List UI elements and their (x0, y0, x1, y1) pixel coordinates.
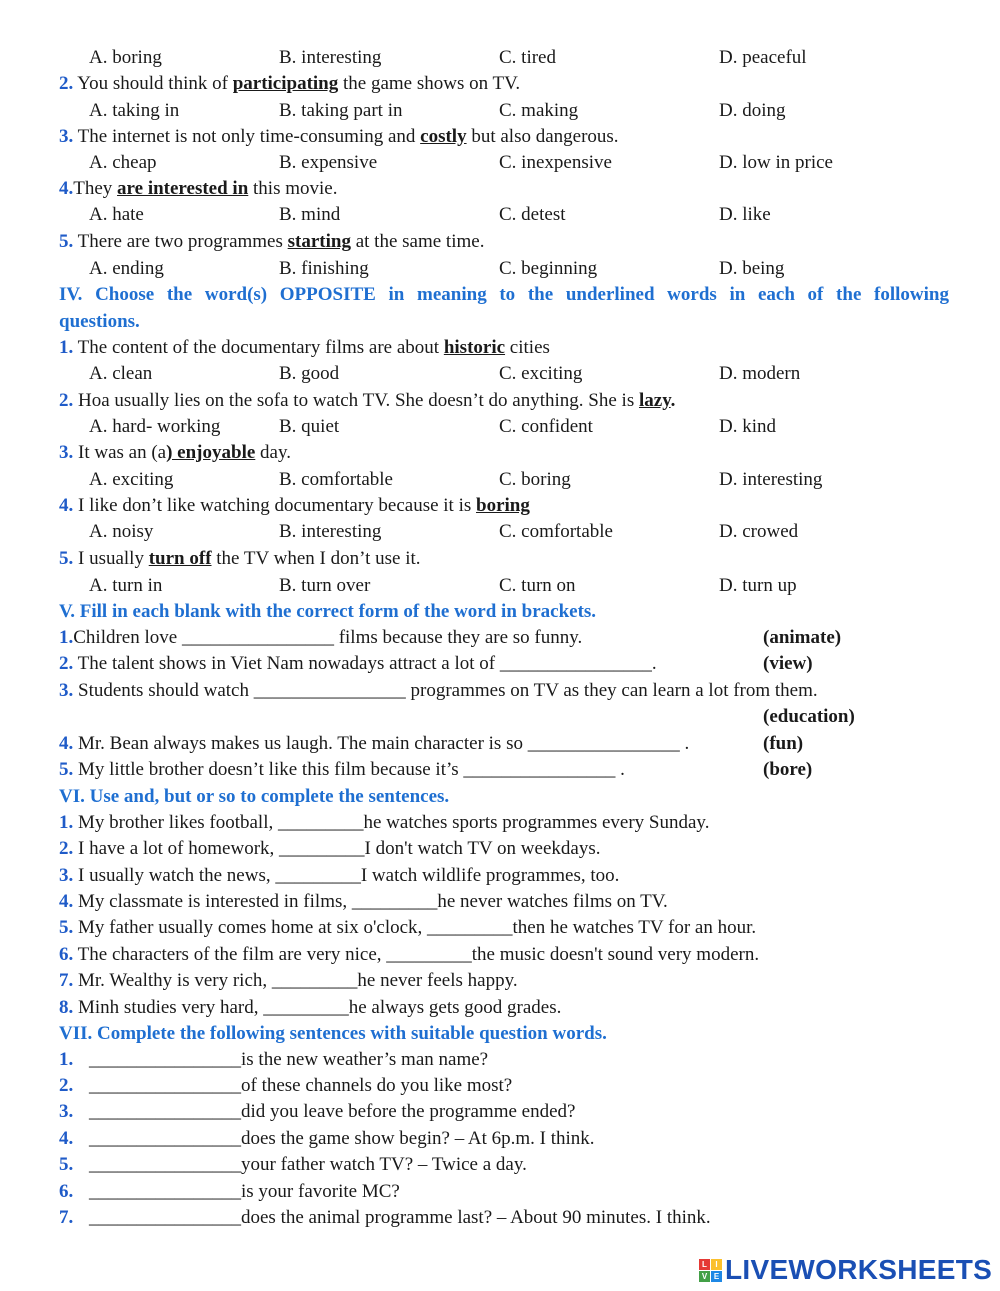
item-sentence[interactable]: ________________your father watch TV? – Twice a day. (89, 1154, 527, 1175)
item-sentence[interactable]: ________________does the animal programme last? – About 90 minutes. I think. (89, 1207, 711, 1228)
option-c[interactable]: C. detest (499, 204, 566, 225)
option-d[interactable]: D. interesting (719, 469, 823, 490)
question-suffix: cities (505, 337, 550, 358)
question-text (59, 388, 675, 414)
item-number: 8. (59, 997, 74, 1018)
question (0, 493, 1000, 519)
fill-text (59, 757, 625, 783)
item-number: 4. (59, 1128, 74, 1149)
question-text (59, 71, 520, 97)
option-d[interactable]: D. modern (719, 363, 801, 384)
option-c[interactable]: C. tired (499, 47, 556, 68)
question-text (59, 546, 421, 572)
item-number: 3. (59, 1101, 74, 1122)
question (0, 71, 1000, 97)
item-sentence[interactable]: The talent shows in Viet Nam nowadays attract a lot of ________________. (77, 653, 657, 674)
option-b[interactable]: B. interesting (279, 47, 382, 68)
item-number: 7. (59, 1207, 74, 1228)
option-d[interactable]: D. doing (719, 100, 786, 121)
logo-block: E (711, 1271, 722, 1282)
option-b[interactable]: B. comfortable (279, 469, 393, 490)
fill-text (59, 625, 582, 651)
logo-block: V (699, 1271, 710, 1282)
fill-text (59, 731, 689, 757)
question (0, 176, 1000, 202)
item-sentence[interactable]: Mr. Bean always makes us laugh. The main character is so ________________ . (78, 733, 690, 754)
question-number: 4. (59, 178, 74, 199)
option-c[interactable]: C. confident (499, 416, 593, 437)
liveworksheets-logo[interactable] (699, 1252, 992, 1288)
conj-item (0, 915, 1000, 941)
section-iv-heading: IV. Choose the word(s) OPPOSITE in meaning to the underlined words in each of the following (59, 284, 949, 305)
item-sentence[interactable]: My father usually comes home at six o'clock, _________then he watches TV for an hour. (78, 917, 757, 938)
option-b[interactable]: B. finishing (279, 258, 369, 279)
underlined-word: lazy (638, 390, 671, 411)
item-number: 2. (59, 653, 74, 674)
options-row (0, 98, 1000, 124)
option-a[interactable]: A. noisy (89, 521, 154, 542)
underlined-word: participating (232, 73, 339, 94)
question (0, 124, 1000, 150)
question-suffix: at the same time. (350, 231, 485, 252)
question-prefix: Hoa usually lies on the sofa to watch TV. She doesn’t do anything. She is (78, 390, 639, 411)
option-b[interactable]: B. interesting (279, 521, 382, 542)
item-number: 5. (59, 917, 74, 938)
conj-text (59, 863, 619, 889)
question-text (59, 229, 484, 255)
conj-text (59, 968, 518, 994)
options-row (0, 573, 1000, 599)
item-number: 6. (59, 944, 74, 965)
item-sentence[interactable]: My little brother doesn’t like this film because it’s ________________ . (78, 759, 625, 780)
question-number: 3. (59, 126, 74, 147)
option-c[interactable]: C. comfortable (499, 521, 613, 542)
conj-text (59, 915, 756, 941)
question-suffix: day. (255, 442, 291, 463)
options-row (0, 414, 1000, 440)
item-sentence[interactable]: I have a lot of homework, _________I don't watch TV on weekdays. (78, 838, 601, 859)
question-number: 5. (59, 231, 74, 252)
item-number: 6. (59, 1181, 74, 1202)
option-c[interactable]: C. boring (499, 469, 571, 490)
question (0, 440, 1000, 466)
question (0, 335, 1000, 361)
question-text (59, 176, 337, 202)
item-number: 3. (59, 680, 74, 701)
item-sentence[interactable]: I usually watch the news, _________I watch wildlife programmes, too. (78, 865, 620, 886)
question-prefix: It was an (a (78, 442, 167, 463)
options-row (0, 519, 1000, 545)
item-number: 1. (59, 1049, 74, 1070)
option-d[interactable]: D. peaceful (719, 47, 807, 68)
option-a[interactable]: A. turn in (89, 575, 163, 596)
bracket-word: (animate) (763, 627, 842, 648)
option-d[interactable]: D. turn up (719, 575, 797, 596)
fill-text (59, 651, 657, 677)
fill-text (59, 678, 818, 704)
item-sentence[interactable]: ________________does the game show begin? – At 6p.m. I think. (89, 1128, 595, 1149)
fill-item (0, 651, 1000, 677)
item-number: 7. (59, 970, 74, 991)
question-number: 3. (59, 442, 74, 463)
item-sentence[interactable]: Minh studies very hard, _________he always gets good grades. (78, 997, 562, 1018)
item-number: 5. (59, 1154, 74, 1175)
conj-item (0, 863, 1000, 889)
option-b[interactable]: B. quiet (279, 416, 340, 437)
conj-item (0, 810, 1000, 836)
item-sentence[interactable]: Mr. Wealthy is very rich, _________he never feels happy. (78, 970, 518, 991)
options-row (0, 361, 1000, 387)
underlined-word: historic (443, 337, 506, 358)
option-d[interactable]: D. like (719, 204, 771, 225)
item-sentence[interactable]: My classmate is interested in films, _________he never watches films on TV. (78, 891, 668, 912)
question-number: 2. (59, 73, 74, 94)
option-d[interactable]: D. being (719, 258, 785, 279)
question-suffix: the TV when I don’t use it. (211, 548, 421, 569)
options-row (0, 45, 1000, 71)
conj-text (59, 889, 668, 915)
option-a[interactable]: A. hate (89, 204, 144, 225)
question-number: 1. (59, 337, 74, 358)
conj-text (59, 942, 759, 968)
item-sentence[interactable]: Students should watch ________________ programmes on TV as they can learn a lot from them. (78, 680, 818, 701)
question-number: 5. (59, 548, 74, 569)
option-a[interactable]: A. exciting (89, 469, 174, 490)
section-vi-heading: VI. Use and, but or so to complete the sentences. (59, 786, 450, 807)
section-v-heading: V. Fill in each blank with the correct form of the word in brackets. (59, 601, 597, 622)
question-number: 2. (59, 390, 74, 411)
question-suffix: this movie. (248, 178, 338, 199)
wh-item (0, 1152, 1000, 1178)
question-text (59, 440, 291, 466)
question-suffix: the game shows on TV. (338, 73, 521, 94)
option-c[interactable]: C. making (499, 100, 579, 121)
question-suffix: . (670, 390, 676, 411)
section-iv-heading-cont: questions. (59, 311, 140, 332)
item-number: 4. (59, 891, 74, 912)
logo-block: L (699, 1259, 710, 1270)
question-prefix: There are two programmes (77, 231, 288, 252)
logo-mark-icon (699, 1259, 722, 1282)
underlined-word: costly (420, 126, 467, 147)
fill-item (0, 757, 1000, 783)
option-b[interactable]: B. mind (279, 204, 341, 225)
option-a[interactable]: A. taking in (89, 100, 180, 121)
question-text (59, 493, 530, 519)
item-number: 5. (59, 759, 74, 780)
question-prefix: I like don’t like watching documentary because it is (78, 495, 477, 516)
underlined-word: boring (476, 495, 530, 516)
option-a[interactable]: A. cheap (89, 152, 157, 173)
wh-item (0, 1099, 1000, 1125)
option-a[interactable]: A. clean (89, 363, 153, 384)
item-sentence[interactable]: The characters of the film are very nice, _________the music doesn't sound very modern. (77, 944, 760, 965)
item-sentence[interactable]: ________________of these channels do you like most? (89, 1075, 513, 1096)
option-d[interactable]: D. low in price (719, 152, 833, 173)
item-number: 1. (59, 627, 74, 648)
wh-item (0, 1047, 1000, 1073)
underlined-word: ) enjoyable (166, 442, 256, 463)
option-b[interactable]: B. taking part in (279, 100, 403, 121)
wh-item (0, 1205, 1000, 1231)
question-text (59, 124, 619, 150)
section-vii-heading: VII. Complete the following sentences with suitable question words. (59, 1023, 607, 1044)
question-prefix: They (73, 178, 118, 199)
bracket-word: (bore) (763, 759, 813, 780)
underlined-word: are interested in (117, 178, 249, 199)
item-number: 4. (59, 733, 74, 754)
conj-item (0, 968, 1000, 994)
option-b[interactable]: B. expensive (279, 152, 378, 173)
fill-item (0, 731, 1000, 757)
wh-item (0, 1179, 1000, 1205)
conj-item (0, 889, 1000, 915)
item-number: 2. (59, 838, 74, 859)
question-number: 4. (59, 495, 74, 516)
item-sentence[interactable]: ________________is the new weather’s man name? (89, 1049, 489, 1070)
options-row (0, 150, 1000, 176)
conj-text (59, 836, 600, 862)
bracket-word: (view) (763, 653, 813, 674)
option-c[interactable]: C. beginning (499, 258, 598, 279)
bracket-word: (fun) (763, 733, 804, 754)
option-a[interactable]: A. ending (89, 258, 164, 279)
item-sentence[interactable]: My brother likes football, _________he watches sports programmes every Sunday. (78, 812, 710, 833)
question (0, 229, 1000, 255)
question-text (59, 335, 550, 361)
underlined-word: starting (287, 231, 351, 252)
logo-text: LIVEWORKSHEETS (725, 1254, 993, 1285)
logo-block: I (711, 1259, 722, 1270)
wh-item (0, 1073, 1000, 1099)
item-number: 2. (59, 1075, 74, 1096)
option-c[interactable]: C. exciting (499, 363, 583, 384)
option-b[interactable]: B. turn over (279, 575, 371, 596)
question-prefix: The internet is not only time-consuming and (77, 126, 421, 147)
conj-text (59, 810, 709, 836)
wh-item (0, 1126, 1000, 1152)
options-row (0, 467, 1000, 493)
conj-text (59, 995, 561, 1021)
question (0, 388, 1000, 414)
question (0, 546, 1000, 572)
question-prefix: The content of the documentary films are about (77, 337, 444, 358)
item-sentence[interactable]: Children love ________________ films because they are so funny. (73, 627, 583, 648)
bracket-word: (education) (763, 706, 855, 727)
question-prefix: I usually (78, 548, 149, 569)
option-c[interactable]: C. inexpensive (499, 152, 612, 173)
conj-item (0, 942, 1000, 968)
fill-item (0, 625, 1000, 651)
option-c[interactable]: C. turn on (499, 575, 576, 596)
item-sentence[interactable]: ________________is your favorite MC? (89, 1181, 400, 1202)
conj-item (0, 995, 1000, 1021)
options-row (0, 202, 1000, 228)
option-a[interactable]: A. hard- working (89, 416, 221, 437)
question-prefix: You should think of (77, 73, 233, 94)
options-row (0, 256, 1000, 282)
fill-item-word (0, 704, 1000, 730)
underlined-word: turn off (148, 548, 212, 569)
question-suffix: but also dangerous. (466, 126, 619, 147)
item-sentence[interactable]: ________________did you leave before the programme ended? (89, 1101, 576, 1122)
option-d[interactable]: D. kind (719, 416, 776, 437)
item-number: 3. (59, 865, 74, 886)
fill-item (0, 678, 1000, 704)
conj-item (0, 836, 1000, 862)
item-number: 1. (59, 812, 74, 833)
option-a[interactable]: A. boring (89, 47, 162, 68)
option-d[interactable]: D. crowed (719, 521, 799, 542)
option-b[interactable]: B. good (279, 363, 340, 384)
